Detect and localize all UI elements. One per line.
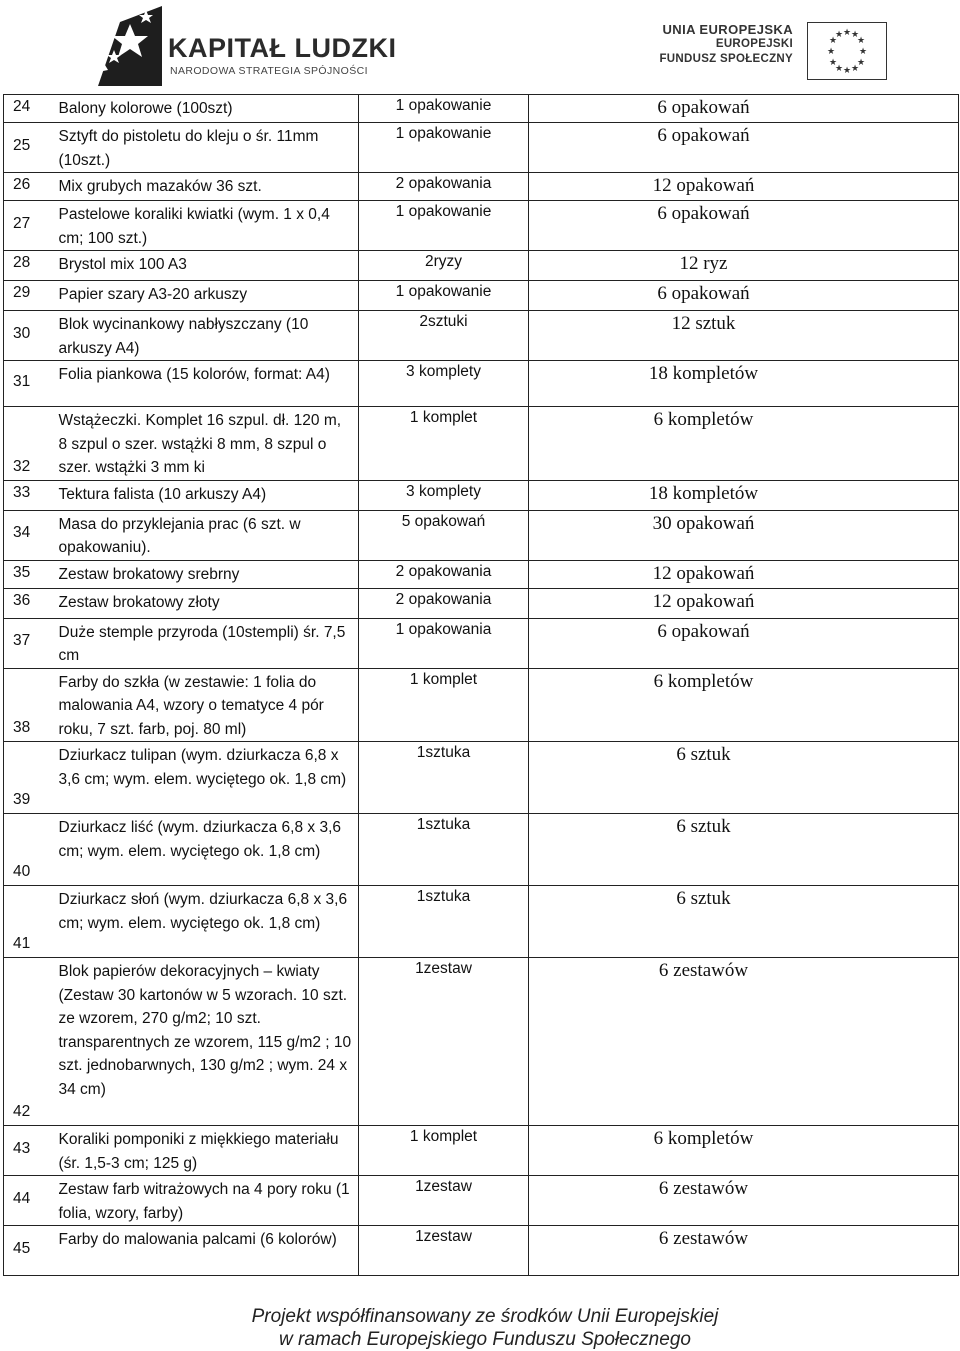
row-total-cell <box>529 1176 959 1226</box>
row-item-name: Dziurkacz słoń (wym. dziurkacza 6,8 x 3,6 cm; wym. elem. wyciętego ok. 1,8 cm) <box>59 886 359 958</box>
kapital-ludzki-logo <box>90 2 397 86</box>
row-total-cell <box>529 668 959 742</box>
svg-text:★: ★ <box>828 36 838 46</box>
svg-text:★: ★ <box>842 66 852 76</box>
table-row <box>4 281 959 311</box>
row-total: 6 opakowań <box>657 203 750 224</box>
eu-logo <box>637 22 887 82</box>
row-total: 6 kompletów <box>653 409 754 430</box>
row-total: 6 kompletów <box>653 1128 754 1149</box>
row-total-cell <box>529 123 959 173</box>
row-total-cell <box>529 173 959 201</box>
table-row <box>4 407 959 481</box>
table-row <box>4 1126 959 1176</box>
row-total-cell <box>529 480 959 510</box>
table-row <box>4 814 959 886</box>
row-number: 40 <box>4 814 59 886</box>
row-total: 6 sztuk <box>676 816 731 837</box>
row-number: 28 <box>4 251 59 281</box>
row-number: 24 <box>4 95 59 123</box>
kapital-ludzki-emblem-icon <box>90 2 162 86</box>
row-total-cell <box>529 958 959 1126</box>
row-number: 42 <box>4 958 59 1126</box>
row-number: 38 <box>4 668 59 742</box>
row-item-name: Zestaw brokatowy złoty <box>59 588 359 618</box>
row-total: 18 kompletów <box>648 482 759 504</box>
row-total-cell <box>529 407 959 481</box>
row-number: 33 <box>4 480 59 510</box>
row-quantity: 1 opakowanie <box>359 201 529 251</box>
eu-logo-line3: FUNDUSZ SPOŁECZNY <box>659 53 793 65</box>
row-total: 12 opakowań <box>652 562 755 584</box>
svg-text:★: ★ <box>850 30 860 40</box>
row-total-cell <box>529 251 959 281</box>
row-total-cell <box>529 618 959 668</box>
row-quantity: 1 komplet <box>359 668 529 742</box>
row-quantity: 2 opakowania <box>359 173 529 201</box>
svg-text:★: ★ <box>856 36 866 46</box>
row-quantity: 1 opakowanie <box>359 95 529 123</box>
svg-text:★: ★ <box>826 47 836 57</box>
items-table <box>3 94 959 1276</box>
row-number: 36 <box>4 588 59 618</box>
svg-text:★: ★ <box>858 47 868 57</box>
row-item-name: Dziurkacz tulipan (wym. dziurkacza 6,8 x 3,6 cm; wym. elem. wyciętego ok. 1,8 cm) <box>59 742 359 814</box>
row-quantity: 5 opakowań <box>359 510 529 560</box>
table-row <box>4 886 959 958</box>
table-row <box>4 668 959 742</box>
row-item-name: Brystol mix 100 A3 <box>59 251 359 281</box>
row-quantity: 1zestaw <box>359 958 529 1126</box>
table-row <box>4 173 959 201</box>
row-item-name: Farby do malowania palcami (6 kolorów) <box>59 1226 359 1276</box>
row-total-cell <box>529 95 959 123</box>
row-quantity: 1 komplet <box>359 1126 529 1176</box>
row-item-name: Blok wycinankowy nabłyszczany (10 arkuszy A4) <box>59 311 359 361</box>
row-item-name: Koraliki pomponiki z miękkiego materiału (śr. 1,5-3 cm; 125 g) <box>59 1126 359 1176</box>
row-item-name: Papier szary A3-20 arkuszy <box>59 281 359 311</box>
row-total: 6 sztuk <box>676 744 731 765</box>
row-total: 6 opakowań <box>657 283 750 304</box>
row-total: 6 zestawów <box>658 1178 749 1199</box>
eu-logo-text <box>659 22 793 67</box>
row-total: 12 sztuk <box>671 313 736 334</box>
row-quantity: 1zestaw <box>359 1176 529 1226</box>
row-quantity: 2ryzy <box>359 251 529 281</box>
table-row <box>4 361 959 407</box>
row-total: 12 opakowań <box>652 590 755 612</box>
row-total: 12 ryz <box>679 253 728 274</box>
table-row <box>4 560 959 588</box>
table-row <box>4 958 959 1126</box>
row-quantity: 1 opakowanie <box>359 281 529 311</box>
row-quantity: 3 komplety <box>359 480 529 510</box>
row-quantity: 1 komplet <box>359 407 529 481</box>
table-row <box>4 311 959 361</box>
page-header <box>0 0 960 92</box>
row-number: 43 <box>4 1126 59 1176</box>
row-item-name: Wstążeczki. Komplet 16 szpul. dł. 120 m, 8 szpul o szer. wstążki 8 mm, 8 szpul o szer. wstążki 3 mm ki <box>59 407 359 481</box>
footer-line1: Projekt współfinansowany ze środków Unii Europejskiej <box>251 1306 719 1327</box>
table-row <box>4 1176 959 1226</box>
row-quantity: 1sztuka <box>359 742 529 814</box>
table-row <box>4 251 959 281</box>
row-number: 26 <box>4 173 59 201</box>
row-item-name: Tektura falista (10 arkuszy A4) <box>59 480 359 510</box>
row-quantity: 2 opakowania <box>359 560 529 588</box>
row-item-name: Folia piankowa (15 kolorów, format: A4) <box>59 361 359 407</box>
row-item-name: Pastelowe koraliki kwiatki (wym. 1 x 0,4 cm; 100 szt.) <box>59 201 359 251</box>
kapital-ludzki-subtitle: NARODOWA STRATEGIA SPÓJNOŚCI <box>170 65 368 77</box>
row-item-name: Duże stemple przyroda (10stempli) śr. 7,5 cm <box>59 618 359 668</box>
row-total-cell <box>529 1226 959 1276</box>
row-total-cell <box>529 588 959 618</box>
row-total-cell <box>529 281 959 311</box>
table-row <box>4 95 959 123</box>
row-total-cell <box>529 201 959 251</box>
svg-text:★: ★ <box>834 64 844 74</box>
row-number: 41 <box>4 886 59 958</box>
svg-text:★: ★ <box>850 64 860 74</box>
row-number: 27 <box>4 201 59 251</box>
row-item-name: Sztyft do pistoletu do kleju o śr. 11mm (10szt.) <box>59 123 359 173</box>
row-item-name: Zestaw brokatowy srebrny <box>59 560 359 588</box>
row-total-cell <box>529 814 959 886</box>
row-number: 45 <box>4 1226 59 1276</box>
table-row <box>4 742 959 814</box>
row-total-cell <box>529 1126 959 1176</box>
row-number: 31 <box>4 361 59 407</box>
row-quantity: 1sztuka <box>359 814 529 886</box>
row-total-cell <box>529 361 959 407</box>
kapital-ludzki-title: KAPITAŁ LUDZKI <box>168 33 397 63</box>
row-number: 39 <box>4 742 59 814</box>
row-total: 30 opakowań <box>652 512 755 534</box>
eu-logo-line2: EUROPEJSKI <box>715 38 793 50</box>
row-total: 6 zestawów <box>658 960 749 981</box>
table-row <box>4 480 959 510</box>
svg-text:★: ★ <box>856 58 866 68</box>
row-quantity: 1sztuka <box>359 886 529 958</box>
row-total: 6 opakowań <box>657 97 750 118</box>
row-quantity: 1zestaw <box>359 1226 529 1276</box>
row-quantity: 3 komplety <box>359 361 529 407</box>
row-number: 30 <box>4 311 59 361</box>
row-item-name: Blok papierów dekoracyjnych – kwiaty (Zestaw 30 kartonów w 5 wzorach. 10 szt. ze wzorem, 270 g/m2; 10 szt. transparentnych ze wzorem, 115 g/m2 ; 10 szt. jednobarwnych, 130 g/m2 ; wym. 24 x 34 cm) <box>59 958 359 1126</box>
row-number: 25 <box>4 123 59 173</box>
row-number: 44 <box>4 1176 59 1226</box>
row-item-name: Dziurkacz liść (wym. dziurkacza 6,8 x 3,6 cm; wym. elem. wyciętego ok. 1,8 cm) <box>59 814 359 886</box>
row-item-name: Masa do przyklejania prac (6 szt. w opakowaniu). <box>59 510 359 560</box>
row-quantity: 2 opakowania <box>359 588 529 618</box>
footer-line2: w ramach Europejskiego Funduszu Społecznego <box>279 1329 691 1350</box>
row-total: 12 opakowań <box>652 175 755 196</box>
row-item-name: Balony kolorowe (100szt) <box>59 95 359 123</box>
row-total-cell <box>529 510 959 560</box>
row-quantity: 1 opakowania <box>359 618 529 668</box>
row-quantity: 2sztuki <box>359 311 529 361</box>
row-number: 32 <box>4 407 59 481</box>
eu-flag-icon <box>807 22 887 80</box>
row-item-name: Mix grubych mazaków 36 szt. <box>59 173 359 201</box>
row-total-cell <box>529 742 959 814</box>
row-total-cell <box>529 560 959 588</box>
row-item-name: Farby do szkła (w zestawie: 1 folia do malowania A4, wzory o tematyce 4 pór roku, 7 szt. farb, poj. 80 ml) <box>59 668 359 742</box>
row-number: 29 <box>4 281 59 311</box>
row-total-cell <box>529 886 959 958</box>
table-row <box>4 1226 959 1276</box>
row-total: 6 sztuk <box>676 888 731 909</box>
table-row <box>4 201 959 251</box>
row-total: 6 opakowań <box>657 125 750 146</box>
svg-text:★: ★ <box>842 28 852 38</box>
row-quantity: 1 opakowanie <box>359 123 529 173</box>
row-number: 34 <box>4 510 59 560</box>
row-total: 18 kompletów <box>648 363 759 384</box>
table-row <box>4 123 959 173</box>
svg-text:★: ★ <box>828 58 838 68</box>
table-row <box>4 510 959 560</box>
row-total: 6 kompletów <box>653 670 754 692</box>
eu-logo-line1: UNIA EUROPEJSKA <box>662 22 793 37</box>
row-item-name: Zestaw farb witrażowych na 4 pory roku (1 folia, wzory, farby) <box>59 1176 359 1226</box>
row-number: 35 <box>4 560 59 588</box>
items-table-body <box>4 95 959 1276</box>
funding-footer <box>0 1305 960 1351</box>
row-total: 6 zestawów <box>658 1228 749 1249</box>
row-number: 37 <box>4 618 59 668</box>
row-total-cell <box>529 311 959 361</box>
row-total: 6 opakowań <box>657 620 750 642</box>
table-row <box>4 618 959 668</box>
svg-text:★: ★ <box>834 30 844 40</box>
table-row <box>4 588 959 618</box>
